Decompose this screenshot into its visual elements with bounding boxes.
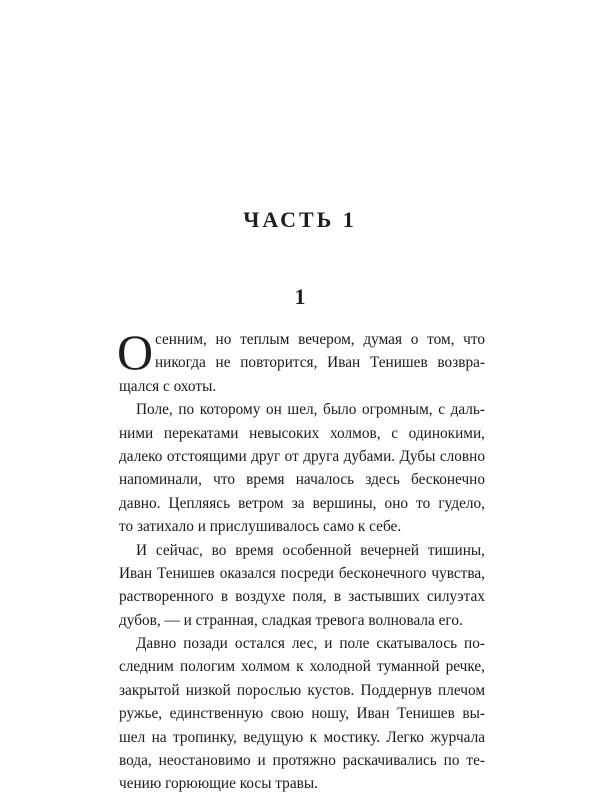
text-line: чению горюющие косы травы. xyxy=(119,775,318,793)
text-line: дубов, — и странная, сладкая тревога волновала его. xyxy=(119,611,463,629)
text-line: И сейчас, во время особенной вечерней тишины, xyxy=(136,541,485,559)
body-text xyxy=(117,324,485,796)
text-line: шел на тропинку, ведущую к мостику. Легко журчала xyxy=(119,728,485,746)
text-line: вода, неостановимо и протяжно раскачивались по те- xyxy=(119,752,485,770)
text-line: далеко отстоящими друг от друга дубами. Дубы словно xyxy=(119,447,485,465)
text-line: Иван Тенишев оказался посреди бесконечного чувства, xyxy=(119,564,485,582)
part-title: ЧАСТЬ 1 xyxy=(243,207,357,232)
text-line: щался с охоты. xyxy=(119,377,217,395)
text-line: то затихало и прислушивалось само к себе. xyxy=(119,518,402,536)
text-line: сенним, но теплым вечером, думая о том, что xyxy=(155,331,485,348)
text-line: никогда не повторится, Иван Тенишев возвра- xyxy=(155,354,485,372)
text-line: Поле, по которому он шел, было огромным, с даль- xyxy=(136,401,485,419)
text-line: ними перекатами невысоких холмов, с одинокими, xyxy=(119,424,485,442)
text-line: закрытой низкой порослью кустов. Поддернув плечом xyxy=(119,681,485,699)
text-line: растворенного в воздухе поля, в застывших силуэтах xyxy=(119,588,485,606)
drop-cap: О xyxy=(117,324,154,380)
chapter-number: 1 xyxy=(294,284,306,309)
text-line: следним пологим холмом к холодной туманной речке, xyxy=(119,658,485,676)
text-line: напоминали, что время началось здесь бесконечно xyxy=(119,471,485,489)
text-line: давно. Цепляясь ветром за вершины, оно то гудело, xyxy=(119,494,485,512)
text-line: ружье, единственную свою ношу, Иван Тенишев вы- xyxy=(119,705,485,723)
text-line: Давно позади остался лес, и поле скатывалось по- xyxy=(136,635,485,653)
